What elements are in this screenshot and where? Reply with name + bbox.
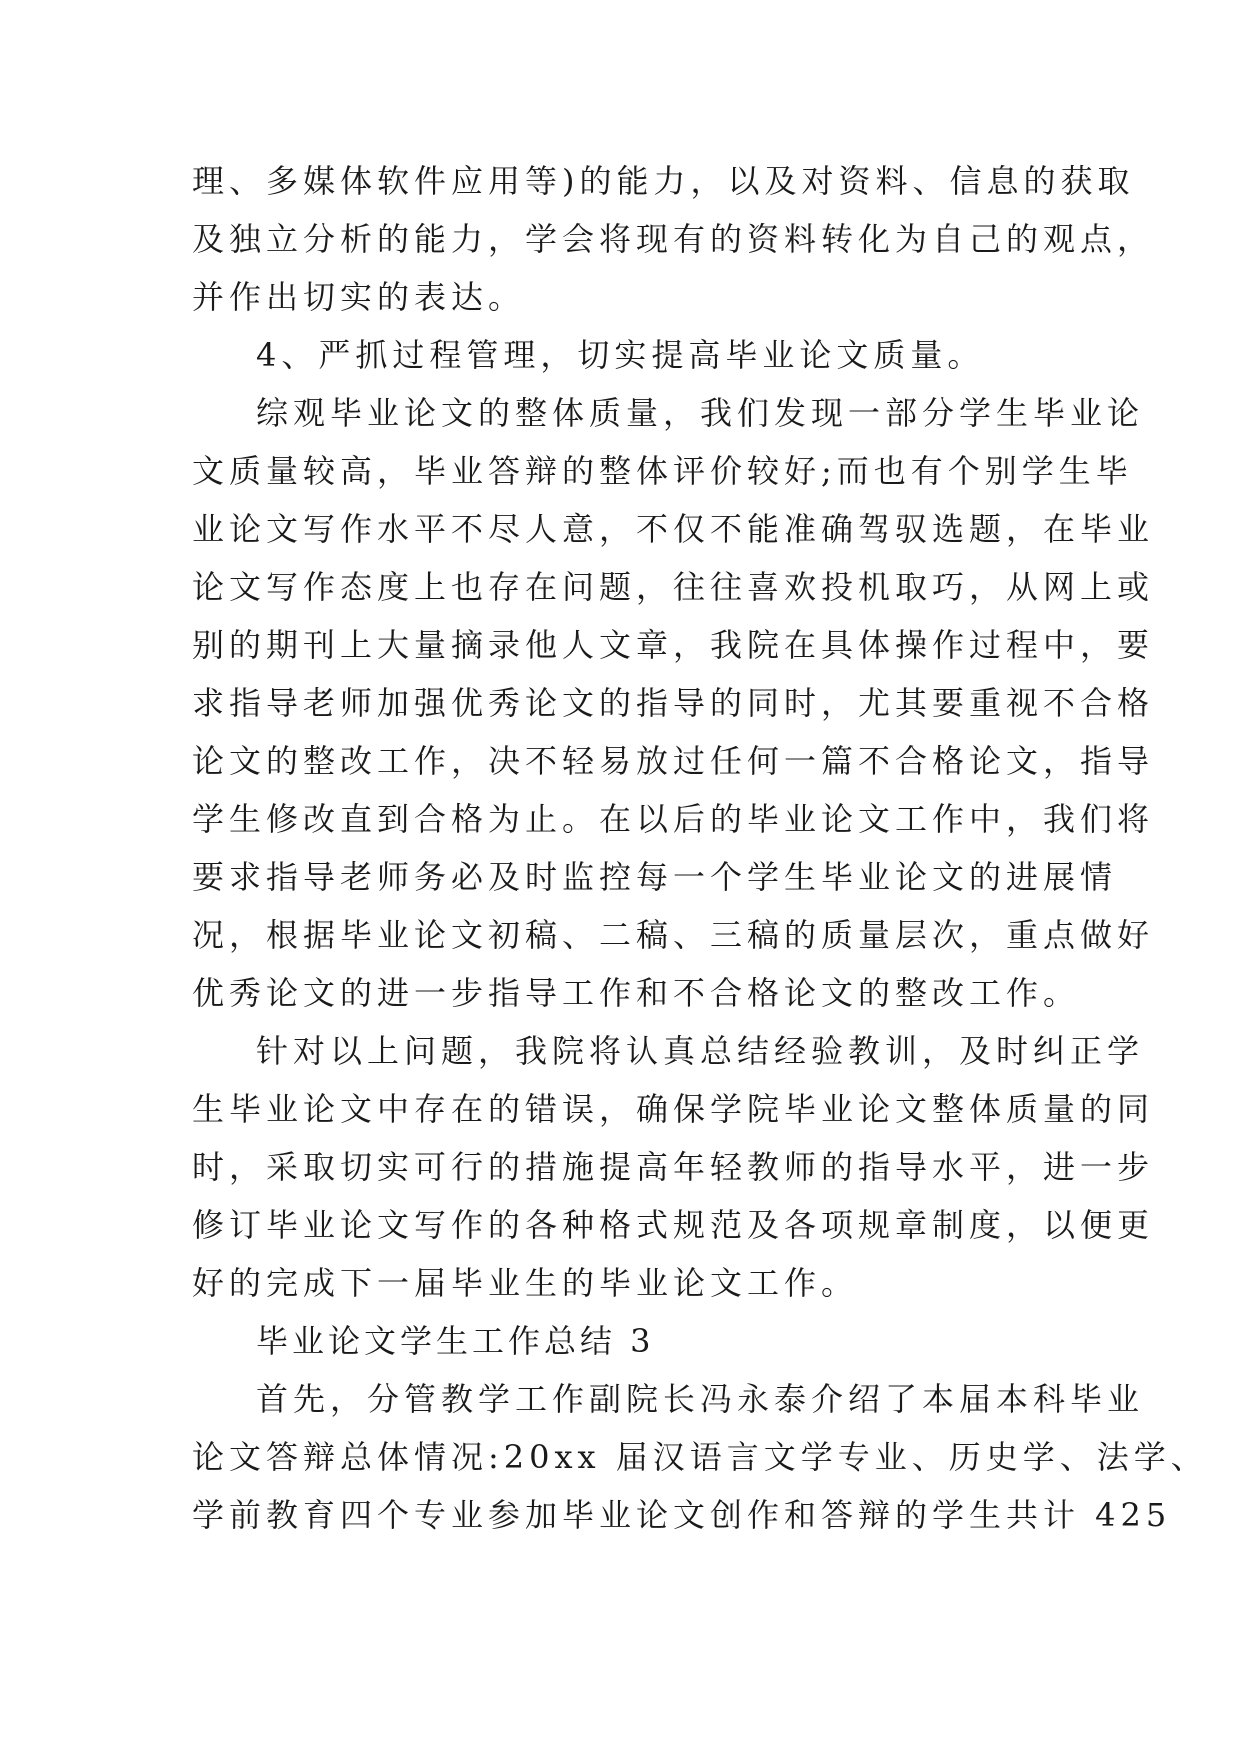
body-text-line: 要求指导老师务必及时监控每一个学生毕业论文的进展情	[192, 858, 1118, 896]
body-text-line: 求指导老师加强优秀论文的指导的同时，尤其要重视不合格	[192, 684, 1155, 722]
body-text-line: 时，采取切实可行的措施提高年轻教师的指导水平，进一步	[192, 1148, 1155, 1186]
body-text-line: 好的完成下一届毕业生的毕业论文工作。	[192, 1264, 859, 1302]
body-text-line: 修订毕业论文写作的各种格式规范及各项规章制度，以便更	[192, 1206, 1155, 1244]
body-text-line: 理、多媒体软件应用等)的能力，以及对资料、信息的获取	[192, 162, 1135, 200]
section-heading: 4、严抓过程管理，切实提高毕业论文质量。	[256, 336, 985, 374]
body-text-line: 况，根据毕业论文初稿、二稿、三稿的质量层次，重点做好	[192, 916, 1155, 954]
paragraph-first-line: 首先，分管教学工作副院长冯永泰介绍了本届本科毕业	[256, 1380, 1145, 1418]
document-page	[192, 152, 1208, 1544]
section-title: 毕业论文学生工作总结 3	[256, 1322, 655, 1360]
body-text-line: 学生修改直到合格为止。在以后的毕业论文工作中，我们将	[192, 800, 1155, 838]
paragraph-first-line: 针对以上问题，我院将认真总结经验教训，及时纠正学	[256, 1032, 1145, 1070]
body-text-line: 论文答辩总体情况:20xx 届汉语言文学专业、历史学、法学、	[192, 1438, 1208, 1476]
body-text-line: 文质量较高，毕业答辩的整体评价较好;而也有个别学生毕	[192, 452, 1133, 490]
body-text-line: 论文的整改工作，决不轻易放过任何一篇不合格论文，指导	[192, 742, 1155, 780]
body-text-line: 别的期刊上大量摘录他人文章，我院在具体操作过程中，要	[192, 626, 1155, 664]
body-text-line: 业论文写作水平不尽人意，不仅不能准确驾驭选题，在毕业	[192, 510, 1155, 548]
body-text-line: 优秀论文的进一步指导工作和不合格论文的整改工作。	[192, 974, 1081, 1012]
body-text-line: 生毕业论文中存在的错误，确保学院毕业论文整体质量的同	[192, 1090, 1155, 1128]
body-text-line: 及独立分析的能力，学会将现有的资料转化为自己的观点，	[192, 220, 1155, 258]
body-text-line: 学前教育四个专业参加毕业论文创作和答辩的学生共计 425	[192, 1496, 1172, 1534]
body-text-line: 并作出切实的表达。	[192, 278, 526, 316]
body-text-line: 论文写作态度上也存在问题，往往喜欢投机取巧，从网上或	[192, 568, 1155, 606]
paragraph-first-line: 综观毕业论文的整体质量，我们发现一部分学生毕业论	[256, 394, 1145, 432]
